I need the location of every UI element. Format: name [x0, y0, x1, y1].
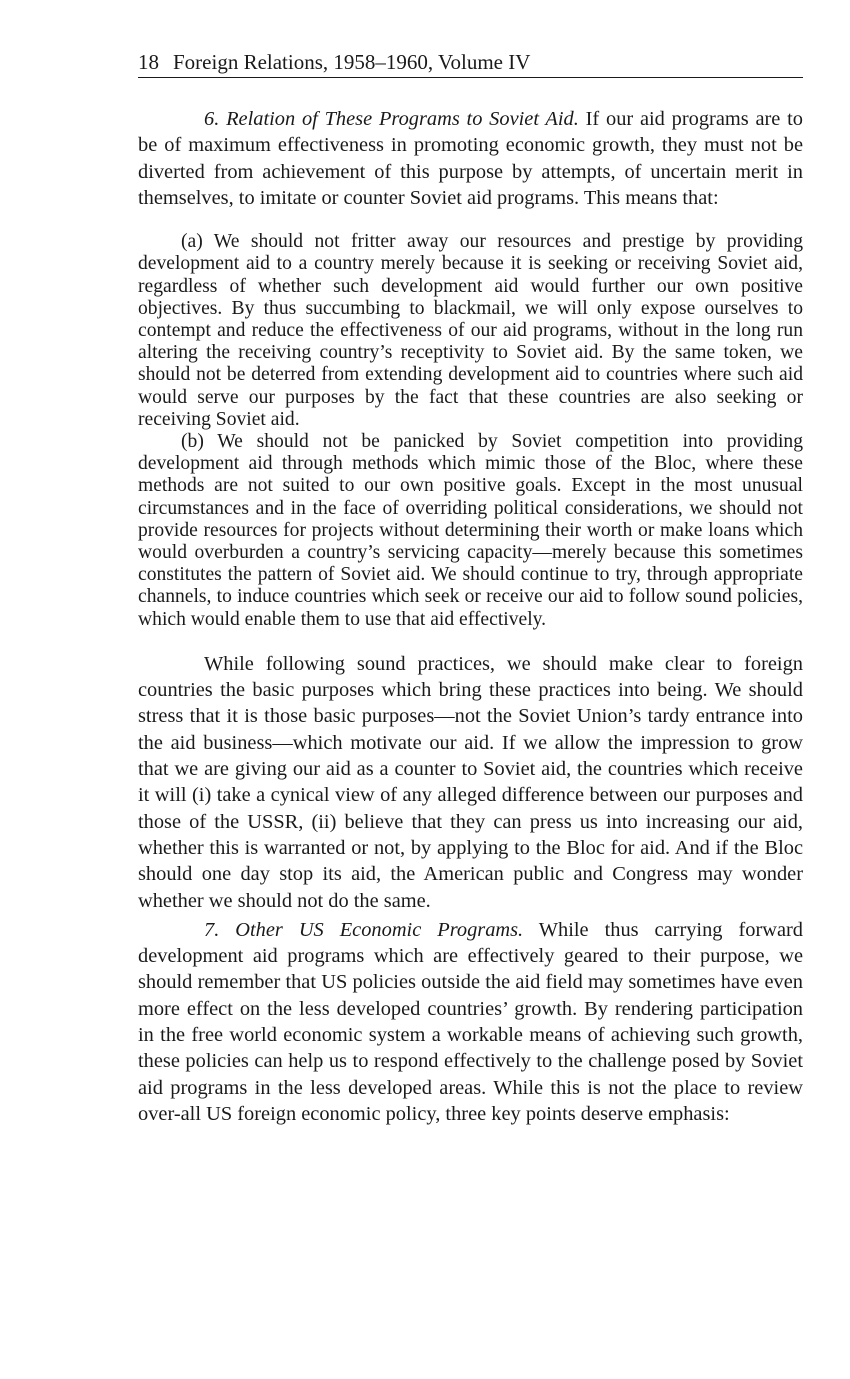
document-page — [138, 48, 803, 1127]
section-heading-7: 7. Other US Economic Programs. — [204, 918, 524, 941]
page-number: 18 — [138, 50, 159, 74]
subparagraph-b: (b) We should not be panicked by Soviet competition into providing development aid through methods which mimic those of the Bloc, where these methods are not suited to our own positive goals. Except in the most unusual circumstances and in the face of overriding political considerations, we should not provide resources for projects without determining their worth or make loans which would overburden a country’s servicing capacity—merely because this sometimes constitutes the pattern of Soviet aid. We should continue to try, through appropriate channels, to induce countries which seek or receive our aid to follow sound policies, which would enable them to use that aid effectively. — [138, 431, 803, 630]
running-header — [138, 48, 803, 78]
paragraph-6-text: If our aid programs are to be of maximum effectiveness in promoting economic growth, they must not be diverted from achievement of this purpose by attempts, of uncertain merit in themselves, to imitate or counter Soviet aid programs. This means that: — [138, 108, 803, 209]
paragraph-7-text: While thus carrying forward development aid programs which are effectively geared to their purpose, we should remember that US policies outside the aid field may sometimes have even more effect on the less developed countries’ growth. By rendering participation in the free world economic system a workable means of achieving such growth, these policies can help us to respond effectively to the challenge posed by Soviet aid programs in the less developed areas. While this is not the place to review over-all US foreign economic policy, three key points deserve emphasis: — [138, 918, 804, 1125]
paragraph-7 — [138, 917, 803, 1127]
paragraph-sound-practices: While following sound practices, we should make clear to foreign countries the basic purposes which bring these practices into being. We should stress that it is those basic purposes—not the Soviet Union’s tardy entrance into the aid business—which motivate our aid. If we allow the impression to grow that we are giving our aid as a counter to Soviet aid, the countries which receive it will (i) take a cynical view of any alleged difference between our purposes and those of the USSR, (ii) believe that they can press us into increasing our aid, whether this is warranted or not, by applying to the Bloc for aid. And if the Bloc should one day stop its aid, the American public and Congress may wonder whether we should not do the same. — [138, 652, 803, 912]
section-heading-6: 6. Relation of These Programs to Soviet Aid. — [204, 108, 579, 130]
running-title: Foreign Relations, 1958–1960, Volume IV — [173, 50, 531, 74]
subparagraph-a: (a) We should not fritter away our resources and prestige by providing development aid to a country merely because it is seeking or receiving Soviet aid, regardless of whether such development aid would further our own positive objectives. By thus succumbing to blackmail, we will only expose ourselves to contempt and reduce the effectiveness of our aid programs, without in the long run altering the receiving country’s receptivity to Soviet aid. By the same token, we should not be deterred from extending development aid to countries where such aid would serve our purposes by the fact that these countries are also seeking or receiving Soviet aid. — [138, 231, 803, 430]
paragraph-6 — [138, 106, 803, 211]
